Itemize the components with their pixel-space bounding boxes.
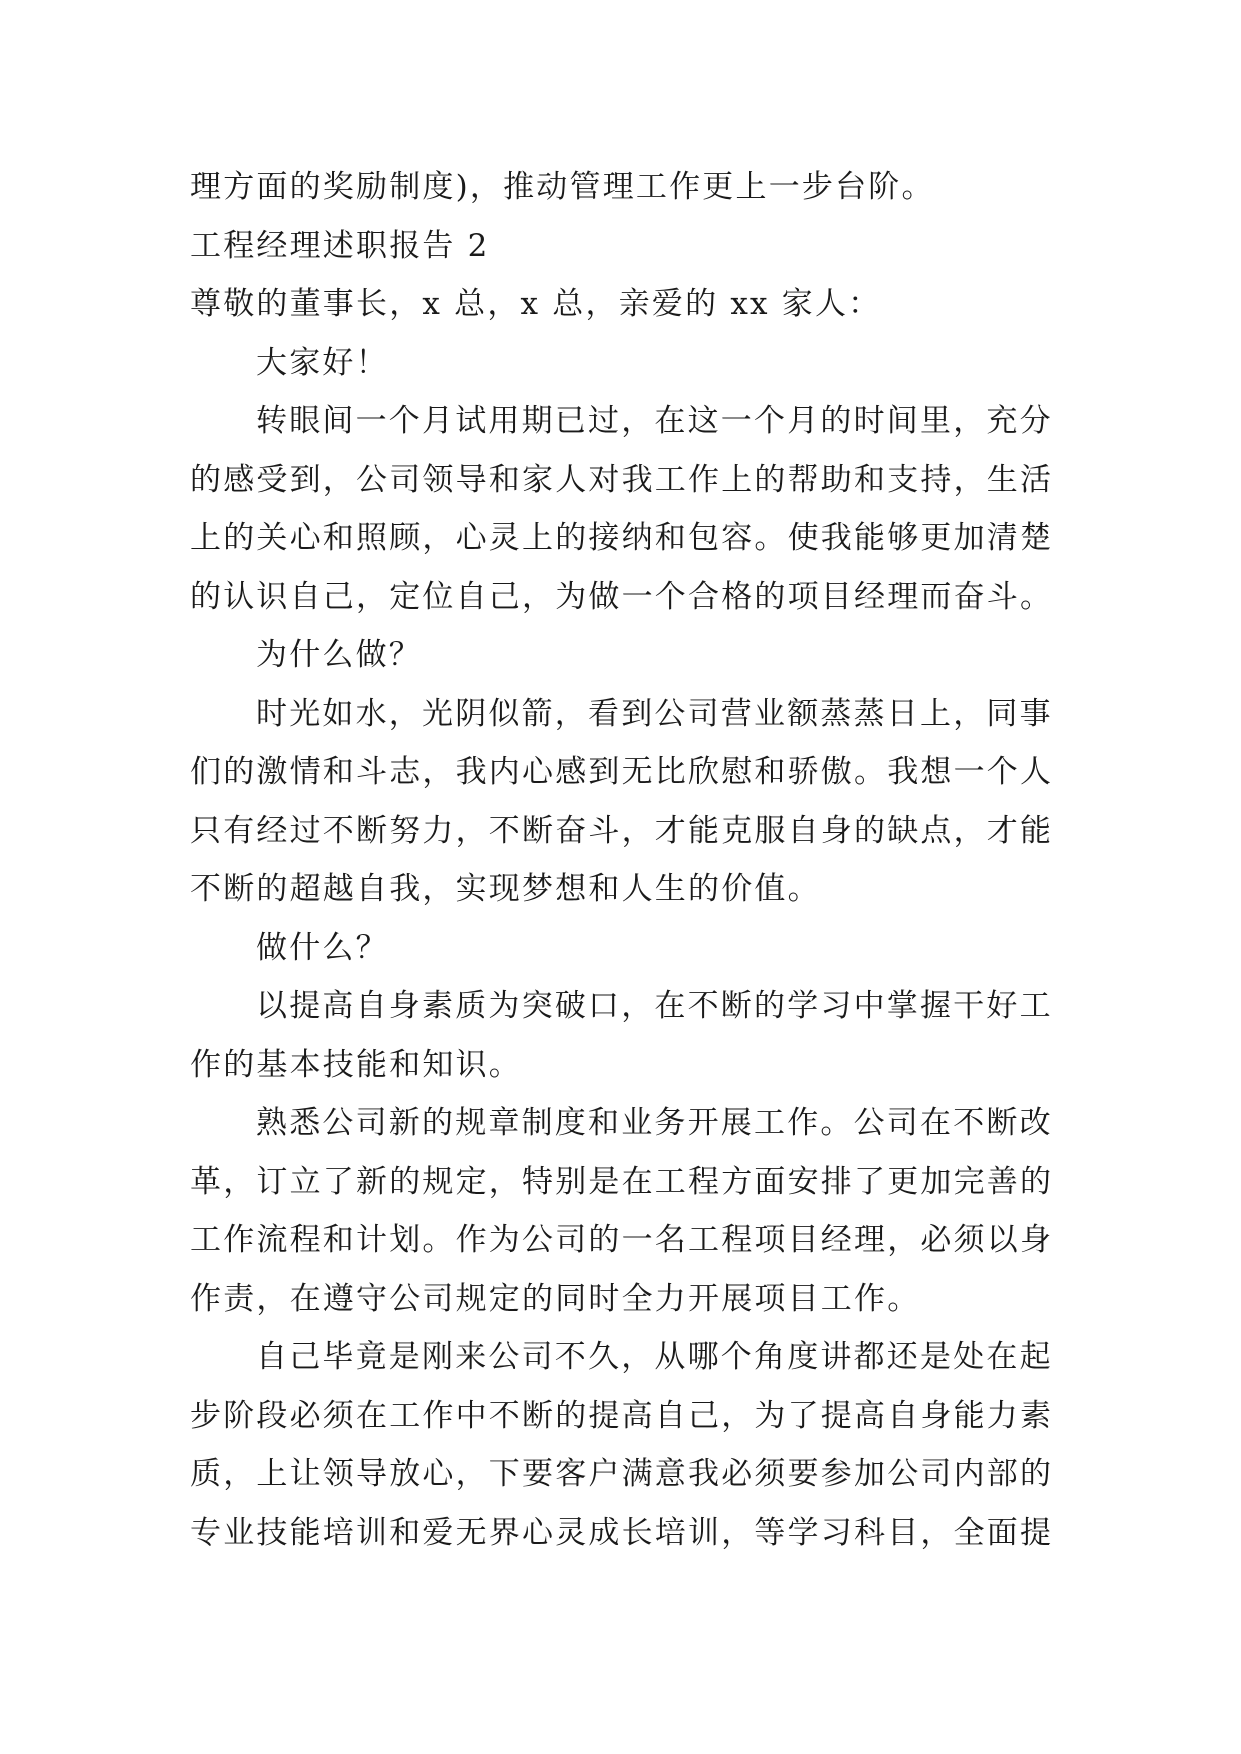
text-line: 熟悉公司新的规章制度和业务开展工作。公司在不断改 xyxy=(256,1105,1053,1141)
text-line: 转眼间一个月试用期已过，在这一个月的时间里，充分 xyxy=(256,403,1053,439)
text-line: 作责，在遵守公司规定的同时全力开展项目工作。 xyxy=(190,1280,921,1317)
document-body xyxy=(190,158,1070,1562)
report-heading: 工程经理述职报告 2 xyxy=(190,227,490,264)
section-question: 为什么做？ xyxy=(256,637,422,673)
section-question: 做什么？ xyxy=(256,929,389,966)
text-line: 质，上让领导放心，下要客户满意我必须要参加公司内部的 xyxy=(190,1456,1054,1492)
text-line: 步阶段必须在工作中不断的提高自己，为了提高自身能力素 xyxy=(190,1397,1054,1434)
text-line: 理方面的奖励制度)，推动管理工作更上一步台阶。 xyxy=(190,169,935,205)
salutation: 尊敬的董事长，x 总，x 总，亲爱的 xx 家人： xyxy=(190,286,882,322)
text-line: 不断的超越自我，实现梦想和人生的价值。 xyxy=(190,871,821,907)
text-line: 工作流程和计划。作为公司的一名工程项目经理，必须以身 xyxy=(190,1222,1054,1258)
text-line: 上的关心和照顾，心灵上的接纳和包容。使我能够更加清楚 xyxy=(190,520,1054,556)
text-line: 革，订立了新的规定，特别是在工程方面安排了更加完善的 xyxy=(190,1163,1054,1200)
text-line: 自己毕竟是刚来公司不久，从哪个角度讲都还是处在起 xyxy=(256,1339,1053,1375)
greeting: 大家好！ xyxy=(256,344,389,381)
text-line: 只有经过不断努力，不断奋斗，才能克服自身的缺点，才能 xyxy=(190,812,1054,849)
text-line: 以提高自身素质为突破口，在不断的学习中掌握干好工 xyxy=(256,988,1053,1024)
text-line: 作的基本技能和知识。 xyxy=(190,1046,522,1083)
text-line: 们的激情和斗志，我内心感到无比欣慰和骄傲。我想一个人 xyxy=(190,754,1054,790)
text-line: 专业技能培训和爱无界心灵成长培训，等学习科目，全面提 xyxy=(190,1514,1054,1551)
text-line: 的认识自己，定位自己，为做一个合格的项目经理而奋斗。 xyxy=(190,578,1054,615)
text-line: 的感受到，公司领导和家人对我工作上的帮助和支持，生活 xyxy=(190,461,1054,498)
text-line: 时光如水，光阴似箭，看到公司营业额蒸蒸日上，同事 xyxy=(256,695,1053,732)
